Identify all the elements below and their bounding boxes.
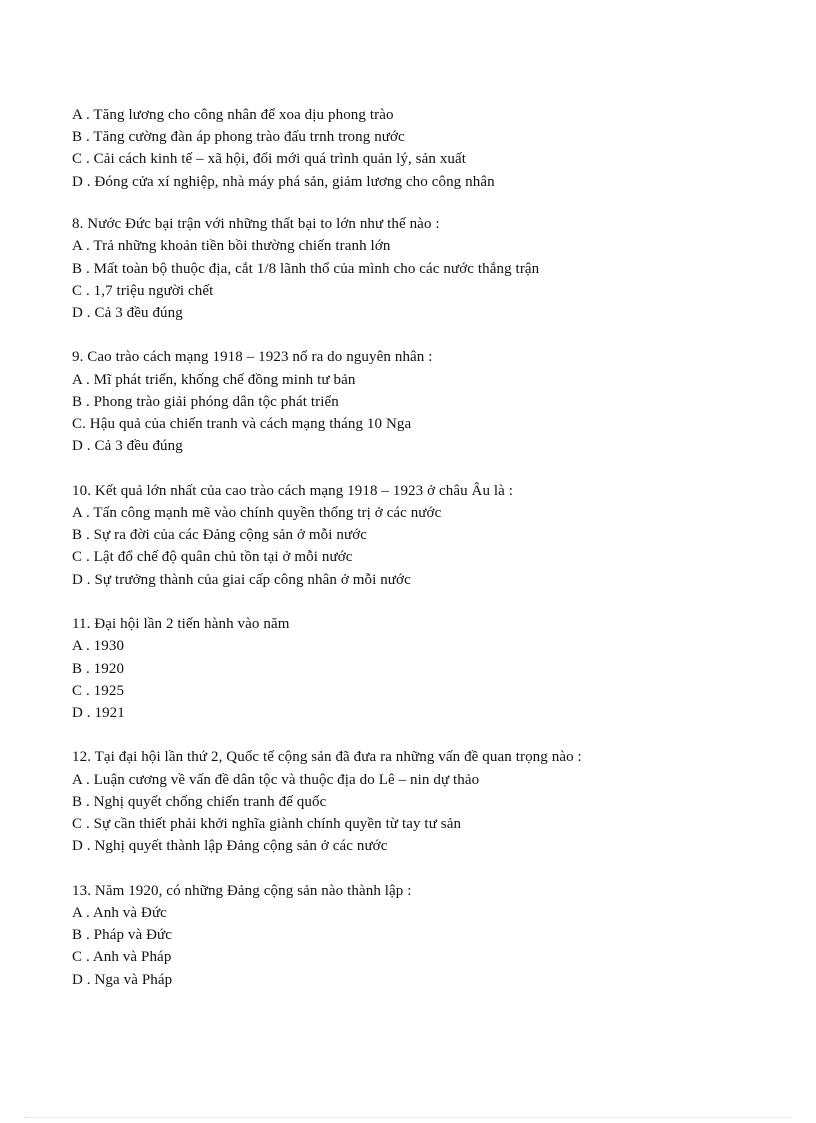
option-a: A . Tăng lương cho công nhân để xoa dịu phong trào	[72, 107, 394, 123]
option-a: A . Tấn công mạnh mẽ vào chính quyền thống trị ở các nước	[72, 504, 442, 521]
option-d: D . Sự trưởng thành của giai cấp công nhân ở mỗi nước	[72, 571, 411, 588]
option-d: D . Nga và Pháp	[72, 971, 173, 988]
page-bottom-divider	[24, 1117, 792, 1118]
option-a: A . Mĩ phát triển, khống chế đồng minh tư bản	[72, 371, 356, 388]
question-text: 9. Cao trào cách mạng 1918 – 1923 nổ ra do nguyên nhân :	[72, 349, 433, 366]
option-b: B . Sự ra đời của các Đảng cộng sản ở mỗi nước	[72, 527, 367, 544]
option-d: D . 1921	[72, 704, 125, 721]
option-d: D . Nghị quyết thành lập Đảng cộng sản ở các nước	[72, 838, 388, 855]
option-a: A . Anh và Đức	[72, 904, 167, 921]
question-block-10	[72, 480, 792, 591]
option-a: A . Luận cương về vấn đề dân tộc và thuộc địa do Lê – nin dự thảo	[72, 771, 480, 788]
option-b: B . Mất toàn bộ thuộc địa, cắt 1/8 lãnh thổ của mình cho các nước thắng trận	[72, 260, 540, 277]
option-a: A . 1930	[72, 638, 125, 655]
option-b: B . Tăng cường đàn áp phong trào đấu trnh trong nước	[72, 129, 405, 146]
option-b: B . Nghị quyết chống chiến tranh đế quốc	[72, 793, 327, 810]
question-block-11	[72, 613, 792, 724]
option-b: B . Phong trào giải phóng dân tộc phát triển	[72, 393, 339, 410]
question-block-7	[72, 104, 792, 193]
option-c: C . Lật đổ chế độ quân chủ tồn tại ở mỗi nước	[72, 549, 353, 566]
option-d: D . Cả 3 đều đúng	[72, 304, 183, 321]
question-block-9	[72, 346, 792, 457]
option-a: A . Trả những khoản tiền bồi thường chiến tranh lớn	[72, 238, 391, 255]
option-c: C. Hậu quả của chiến tranh và cách mạng tháng 10 Nga	[72, 416, 412, 433]
question-text: 12. Tại đại hội lần thứ 2, Quốc tế cộng sản đã đưa ra những vấn đề quan trọng nào :	[72, 749, 582, 766]
option-d: D . Cả 3 đều đúng	[72, 438, 183, 455]
option-c: C . Anh và Pháp	[72, 949, 172, 966]
question-block-8	[72, 213, 792, 324]
question-text: 13. Năm 1920, có những Đảng cộng sản nào thành lập :	[72, 882, 412, 899]
option-b: B . Pháp và Đức	[72, 927, 173, 944]
option-b: B . 1920	[72, 660, 125, 677]
option-c: C . 1,7 triệu người chết	[72, 282, 214, 299]
option-c: C . Sự cần thiết phải khởi nghĩa giành chính quyền từ tay tư sản	[72, 816, 462, 833]
question-block-13	[72, 880, 792, 991]
question-text: 11. Đại hội lần 2 tiến hành vào năm	[72, 616, 290, 633]
document-page	[72, 104, 792, 1013]
option-d: D . Đóng cửa xí nghiệp, nhà máy phá sản, giảm lương cho công nhân	[72, 173, 495, 190]
question-text: 10. Kết quả lớn nhất của cao trào cách mạng 1918 – 1923 ở châu Âu là :	[72, 482, 514, 499]
question-block-12	[72, 746, 792, 857]
option-c: C . 1925	[72, 682, 125, 699]
question-text: 8. Nước Đức bại trận với những thất bại to lớn như thế nào :	[72, 216, 440, 233]
option-c: C . Cải cách kinh tế – xã hội, đổi mới quá trình quản lý, sản xuất	[72, 151, 467, 168]
